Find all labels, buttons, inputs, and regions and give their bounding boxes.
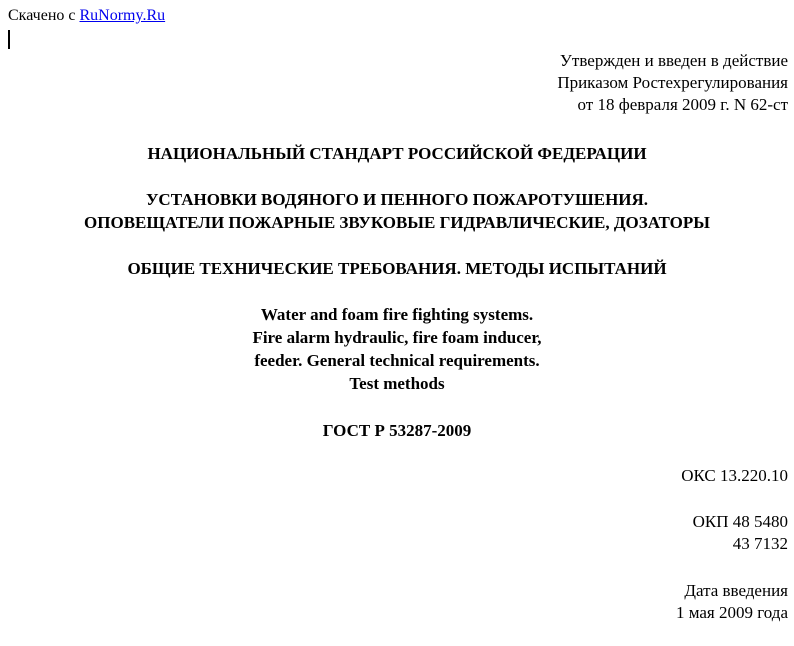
download-source-prefix: Скачено с bbox=[8, 7, 76, 24]
standard-title-ru-line-2: ОПОВЕЩАТЕЛИ ПОЖАРНЫЕ ЗВУКОВЫЕ ГИДРАВЛИЧЕСКИЕ, ДОЗАТОРЫ bbox=[84, 213, 710, 232]
introduction-date-block bbox=[676, 580, 788, 624]
runormy-link[interactable]: RuNormy.Ru bbox=[79, 7, 166, 24]
okp-code-line-1: ОКП 48 5480 bbox=[692, 512, 788, 531]
text-cursor bbox=[8, 30, 10, 49]
standard-title-en bbox=[0, 303, 794, 395]
standard-title-en-line-4: Test methods bbox=[349, 374, 445, 393]
approval-line-2: Приказом Ростехрегулирования bbox=[557, 73, 788, 92]
oks-code: ОКС 13.220.10 bbox=[681, 466, 788, 485]
okp-code-block bbox=[693, 511, 788, 555]
approval-block bbox=[557, 50, 788, 116]
standard-title-en-line-3: feeder. General technical requirements. bbox=[254, 351, 540, 370]
standard-title-ru-line-1: УСТАНОВКИ ВОДЯНОГО И ПЕННОГО ПОЖАРОТУШЕНИЯ. bbox=[145, 190, 649, 209]
introduction-date-value: 1 мая 2009 года bbox=[675, 603, 788, 622]
download-source-line bbox=[8, 6, 165, 26]
standard-title-ru bbox=[0, 188, 794, 234]
introduction-date-label: Дата введения bbox=[684, 581, 788, 600]
approval-line-3: от 18 февраля 2009 г. N 62-ст bbox=[577, 95, 788, 114]
standard-subtitle-ru: ОБЩИЕ ТЕХНИЧЕСКИЕ ТРЕБОВАНИЯ. МЕТОДЫ ИСПЫТАНИЙ bbox=[127, 259, 667, 278]
national-standard-heading: НАЦИОНАЛЬНЫЙ СТАНДАРТ РОССИЙСКОЙ ФЕДЕРАЦИИ bbox=[147, 144, 647, 163]
gost-number: ГОСТ Р 53287-2009 bbox=[322, 421, 472, 440]
standard-title-en-line-1: Water and foam fire fighting systems. bbox=[260, 305, 534, 324]
okp-code-line-2: 43 7132 bbox=[732, 534, 788, 553]
standard-title-en-line-2: Fire alarm hydraulic, fire foam inducer, bbox=[252, 328, 542, 347]
approval-line-1: Утвержден и введен в действие bbox=[559, 51, 788, 70]
